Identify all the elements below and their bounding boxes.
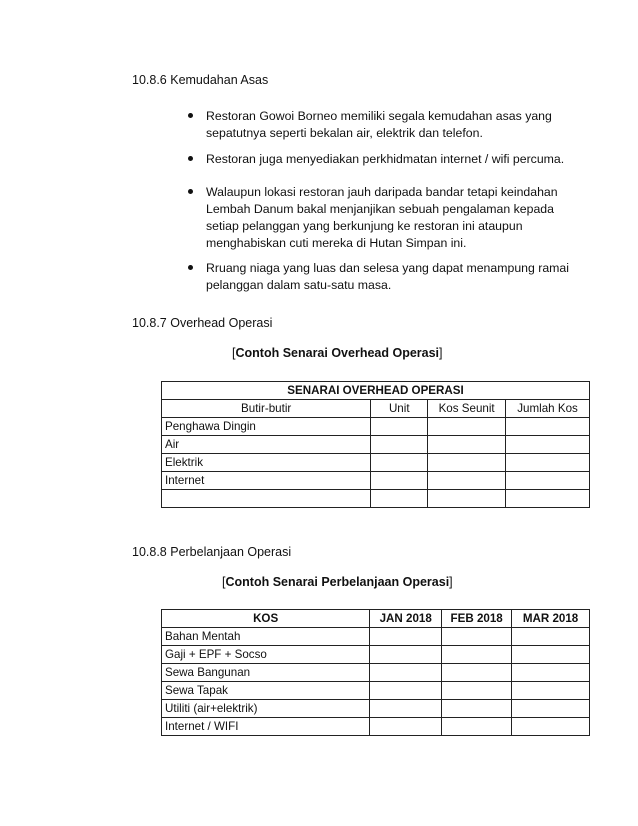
caption-text: Contoh Senarai Perbelanjaan Operasi <box>225 575 450 589</box>
table-cell <box>506 472 590 490</box>
table-cell <box>512 628 590 646</box>
table-cell <box>512 718 590 736</box>
table-cell <box>442 718 512 736</box>
section-heading-kemudahan-asas: 10.8.6 Kemudahan Asas <box>132 73 269 87</box>
overhead-table <box>161 381 590 508</box>
perbelanjaan-table <box>161 609 590 736</box>
table-caption-perbelanjaan <box>222 575 453 589</box>
row-label: Utiliti (air+elektrik) <box>162 700 370 718</box>
table-header-row <box>162 610 590 628</box>
table-cell <box>442 664 512 682</box>
table-cell <box>371 418 428 436</box>
bullet-dot-icon <box>188 189 193 194</box>
table-cell <box>371 454 428 472</box>
bullet-text: Restoran Gowoi Borneo memiliki segala kemudahan asas yang sepatutnya seperti bekalan air, elektrik dan telefon. <box>206 109 552 140</box>
caption-bracket-open: [ <box>232 346 236 360</box>
table-row <box>162 454 590 472</box>
column-header: KOS <box>162 610 370 628</box>
caption-bracket-close: ] <box>439 346 443 360</box>
row-label: Internet / WIFI <box>162 718 370 736</box>
table-cell <box>428 418 506 436</box>
table-row <box>162 472 590 490</box>
row-label <box>162 490 371 508</box>
column-header: JAN 2018 <box>370 610 442 628</box>
column-header: Unit <box>371 400 428 418</box>
bullet-text: Restoran juga menyediakan perkhidmatan internet / wifi percuma. <box>206 152 565 166</box>
table-title: SENARAI OVERHEAD OPERASI <box>162 382 590 400</box>
table-row <box>162 490 590 508</box>
row-label: Air <box>162 436 371 454</box>
row-label: Bahan Mentah <box>162 628 370 646</box>
bullet-dot-icon <box>188 265 193 270</box>
row-label: Sewa Bangunan <box>162 664 370 682</box>
caption-bracket-open: [ <box>222 575 226 589</box>
row-label: Gaji + EPF + Socso <box>162 646 370 664</box>
table-cell <box>428 490 506 508</box>
table-cell <box>428 472 506 490</box>
table-header-row <box>162 400 590 418</box>
caption-text: Contoh Senarai Overhead Operasi <box>235 346 440 360</box>
table-row <box>162 436 590 454</box>
column-header: Butir-butir <box>162 400 371 418</box>
table-row <box>162 700 590 718</box>
row-label: Elektrik <box>162 454 371 472</box>
table-cell <box>512 700 590 718</box>
table-cell <box>442 646 512 664</box>
table-row <box>162 718 590 736</box>
table-cell <box>512 664 590 682</box>
table-cell <box>371 436 428 454</box>
column-header: Jumlah Kos <box>506 400 590 418</box>
table-cell <box>442 628 512 646</box>
table-cell <box>370 646 442 664</box>
table-cell <box>370 682 442 700</box>
table-cell <box>512 682 590 700</box>
table-cell <box>370 628 442 646</box>
table-caption-overhead <box>232 346 443 360</box>
table-cell <box>512 646 590 664</box>
table-cell <box>371 490 428 508</box>
table-cell <box>370 664 442 682</box>
table-cell <box>442 700 512 718</box>
bullet-dot-icon <box>188 156 193 161</box>
column-header: Kos Seunit <box>428 400 506 418</box>
table-title-row <box>162 382 590 400</box>
column-header: MAR 2018 <box>512 610 590 628</box>
section-heading-perbelanjaan-operasi: 10.8.8 Perbelanjaan Operasi <box>132 545 292 559</box>
table-cell <box>506 436 590 454</box>
table-cell <box>442 682 512 700</box>
table-row <box>162 664 590 682</box>
column-header: FEB 2018 <box>442 610 512 628</box>
section-heading-overhead-operasi: 10.8.7 Overhead Operasi <box>132 316 273 330</box>
bullet-text: Walaupun lokasi restoran jauh daripada bandar tetapi keindahan Lembah Danum bakal menjanjikan sebuah pengalaman kepada setiap pelanggan yang berkunjung ke restoran ini ataupun menghabiskan cuti mereka di Hutan Simpan ini. <box>206 185 558 250</box>
table-row <box>162 682 590 700</box>
table-cell <box>370 700 442 718</box>
row-label: Sewa Tapak <box>162 682 370 700</box>
table-cell <box>428 454 506 472</box>
table-cell <box>428 436 506 454</box>
table-cell <box>506 490 590 508</box>
table-cell <box>370 718 442 736</box>
caption-bracket-close: ] <box>449 575 453 589</box>
row-label: Penghawa Dingin <box>162 418 371 436</box>
row-label: Internet <box>162 472 371 490</box>
bullet-text: Rruang niaga yang luas dan selesa yang dapat menampung ramai pelanggan dalam satu-satu masa. <box>206 261 569 292</box>
table-cell <box>506 454 590 472</box>
table-row <box>162 628 590 646</box>
table-row <box>162 418 590 436</box>
bullet-dot-icon <box>188 113 193 118</box>
table-row <box>162 646 590 664</box>
table-cell <box>371 472 428 490</box>
table-cell <box>506 418 590 436</box>
